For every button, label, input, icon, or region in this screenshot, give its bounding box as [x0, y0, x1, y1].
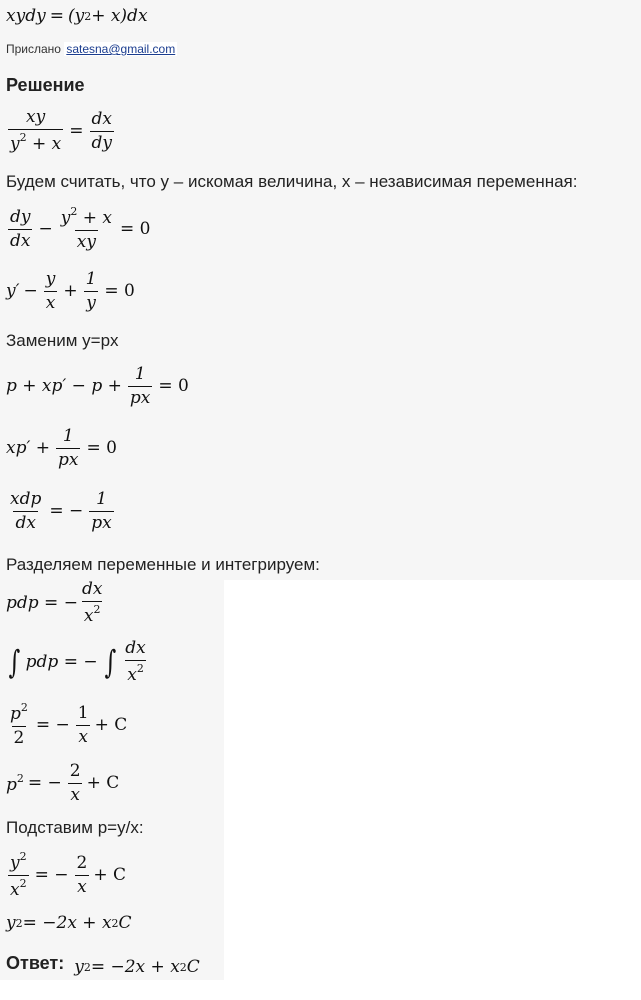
step-9-equation: $\frac{p^2}{2}$ = − $\frac{1}{x}$ + C: [10, 701, 128, 748]
step-2-equation: $\frac{dy}{dx}$ − $\frac{y^2 + x}{xy}$ = 0: [10, 205, 151, 252]
step-8-integral-equation: ∫ pdp = − ∫ $\frac{dx}{x^2}$: [8, 638, 146, 685]
sent-by-label: Прислано: [6, 42, 61, 56]
step-7-equation: pdp = − $\frac{dx}{x^2}$: [6, 579, 103, 626]
problem-rhs-open: (y: [67, 6, 85, 26]
answer-label: Ответ:: [6, 952, 65, 973]
step-10-equation: $p^2$ = − $\frac{2}{x}$ + C: [6, 760, 120, 805]
step-3-equation: y′ − $\frac{y}{x}$ + $\frac{1}{y}$ = 0: [6, 268, 135, 313]
step-6-equation: $\frac{\text{xdp}}{dx}$ = − $\frac{1}{px}$: [10, 488, 112, 533]
sender-email-link[interactable]: satesna@gmail.com: [66, 42, 176, 56]
step-4-equation: p + xp′ − p + $\frac{1}{px}$ = 0: [6, 363, 189, 408]
exponent: 2: [84, 9, 92, 23]
step-1-equation: $\frac{xy}{y^2 + x}$ = $\frac{dx}{dy}$: [10, 107, 112, 154]
step-11-equation: $\frac{y^2}{x^2}$ = − $\frac{2}{x}$ + C: [10, 849, 126, 900]
answer-row: [6, 948, 200, 978]
fraction: $\frac{dx}{dy}$: [91, 108, 112, 153]
answer-equation: y 2 = −2x + x 2 C: [74, 957, 200, 977]
separation-text: Разделяем переменные и интегрируем:: [6, 555, 320, 574]
solution-heading: Решение: [6, 75, 85, 95]
problem-lhs: xydy: [6, 6, 46, 26]
assumption-text: Будем считать, что у – искомая величина, х – независимая переменная:: [6, 172, 578, 191]
integral-sign: ∫: [104, 643, 116, 681]
sent-by: [6, 42, 177, 56]
problem-rhs-rest: + x)dx: [91, 6, 148, 26]
step-5-equation: xp′ + $\frac{1}{px}$ = 0: [6, 425, 117, 470]
back-substitution-text: Подставим p=y/x:: [6, 818, 144, 837]
equals-sign: =: [49, 6, 64, 26]
fraction: $\frac{xy}{y^2 + x}$: [10, 107, 62, 154]
integral-sign: ∫: [8, 643, 21, 681]
problem-equation: [6, 4, 148, 28]
step-12-equation: y 2 = −2x + x 2 C: [6, 913, 132, 933]
substitution-text: Заменим y=px: [6, 331, 119, 350]
